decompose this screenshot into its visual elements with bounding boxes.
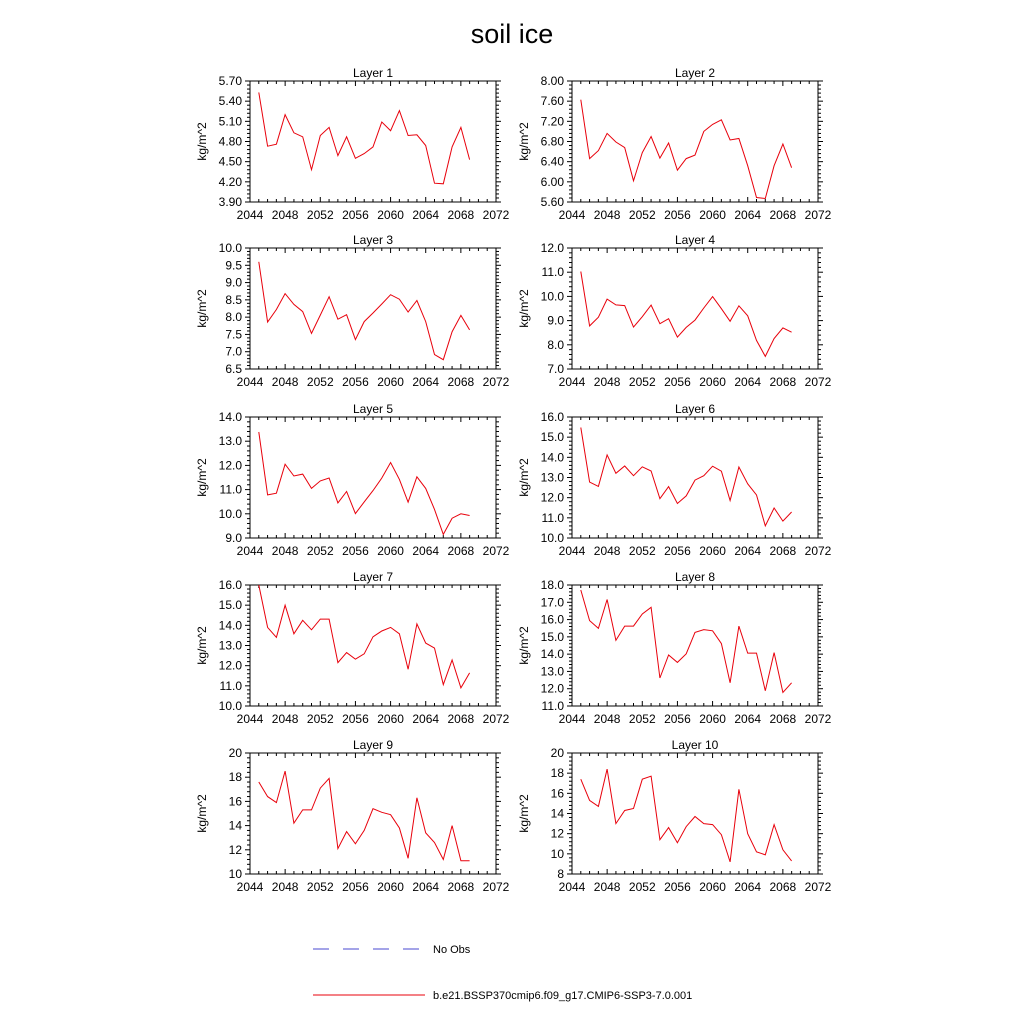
x-tick-label: 2052 [628,712,656,726]
panel-title: Layer 10 [671,738,719,752]
x-tick-label: 2056 [664,375,691,389]
panel-title: Layer 3 [352,233,394,247]
x-tick-label: 2048 [271,208,299,222]
plot-frame [250,585,496,706]
y-tick-label: 14 [550,806,564,821]
plot-frame [572,248,818,369]
x-tick-label: 2052 [628,880,656,894]
x-tick-label: 2052 [628,375,656,389]
x-tick-label: 2072 [482,208,510,222]
panel-title: Layer 9 [352,738,394,752]
y-tick-label: 5.10 [218,114,242,129]
x-tick-label: 2064 [734,880,762,894]
x-tick-label: 2064 [734,208,762,222]
series-line [581,769,792,862]
y-axis-label: kg/m^2 [195,794,209,833]
y-tick-label: 10.0 [540,531,564,545]
x-tick-label: 2048 [271,712,299,726]
plot-frame [250,753,496,874]
x-tick-label: 2068 [769,375,797,389]
y-tick-label: 20 [550,746,564,760]
x-tick-label: 2072 [482,880,510,894]
plot-frame [250,417,496,538]
x-tick-label: 2048 [593,544,621,558]
y-tick-label: 17.0 [540,595,564,610]
y-tick-label: 5.40 [218,94,242,109]
x-tick-label: 2056 [342,208,369,222]
panel-title: Layer 2 [674,66,716,80]
x-tick-label: 2064 [734,712,762,726]
x-tick-label: 2044 [558,880,586,894]
panel-title: Layer 4 [674,233,716,247]
x-tick-label: 2056 [342,880,369,894]
x-tick-label: 2048 [271,880,299,894]
y-axis-label: kg/m^2 [195,289,209,328]
y-tick-label: 4.50 [218,154,242,169]
x-tick-label: 2064 [412,880,440,894]
x-tick-label: 2072 [482,375,510,389]
panel-layer-8 [517,570,832,726]
panel-layer-10 [517,738,832,894]
x-tick-label: 2048 [593,880,621,894]
series-line [259,432,470,534]
y-tick-label: 4.20 [218,174,242,189]
x-tick-label: 2064 [734,544,762,558]
x-tick-label: 2060 [377,712,404,726]
y-axis-label: kg/m^2 [517,626,531,665]
y-tick-label: 7.5 [225,327,242,342]
y-axis-label: kg/m^2 [517,458,531,497]
y-tick-label: 7.0 [547,362,564,376]
x-tick-label: 2068 [447,880,475,894]
x-tick-label: 2072 [482,544,510,558]
panel-layer-5 [195,402,510,558]
series-line [259,771,470,861]
x-tick-label: 2048 [593,208,621,222]
y-tick-label: 9.0 [225,275,242,290]
y-tick-label: 10.0 [218,506,242,521]
x-tick-label: 2060 [699,712,726,726]
y-tick-label: 14 [228,818,242,833]
y-tick-label: 11.0 [219,678,242,693]
y-tick-label: 12.0 [540,490,564,505]
y-axis-label: kg/m^2 [517,794,531,833]
series-line [581,100,792,199]
x-tick-label: 2068 [769,544,797,558]
y-tick-label: 4.80 [218,134,242,149]
x-tick-label: 2044 [236,375,264,389]
x-tick-label: 2068 [447,712,475,726]
panel-title: Layer 6 [674,402,716,416]
x-tick-label: 2052 [306,712,334,726]
y-tick-label: 8.00 [540,74,564,88]
y-tick-label: 10.0 [540,289,564,304]
y-tick-label: 9.5 [225,258,242,273]
x-tick-label: 2052 [628,208,656,222]
plot-frame [572,753,818,874]
y-tick-label: 5.70 [218,74,242,88]
y-tick-label: 10 [228,867,242,881]
plot-frame [250,81,496,202]
y-tick-label: 12.0 [540,241,564,255]
x-tick-label: 2064 [412,544,440,558]
series-line [581,590,792,693]
x-tick-label: 2048 [271,375,299,389]
y-tick-label: 18 [228,770,242,785]
x-tick-label: 2068 [769,712,797,726]
y-tick-label: 16.0 [218,578,242,592]
series-line [581,428,792,526]
x-tick-label: 2056 [664,544,691,558]
y-tick-label: 12 [228,842,242,857]
plot-frame [250,248,496,369]
y-tick-label: 3.90 [218,195,242,209]
x-tick-label: 2044 [236,880,264,894]
plot-frame [572,417,818,538]
panel-layer-9 [195,738,510,894]
y-tick-label: 11.0 [541,699,564,713]
panel-layer-4 [517,233,832,389]
x-tick-label: 2060 [377,375,404,389]
x-tick-label: 2044 [558,712,586,726]
y-tick-label: 20 [228,746,242,760]
panel-layer-2 [517,66,832,222]
x-tick-label: 2048 [271,544,299,558]
x-tick-label: 2052 [306,880,334,894]
y-tick-label: 14.0 [218,618,242,633]
legend-no-obs-label: No Obs [433,944,471,956]
y-tick-label: 10.0 [218,241,242,255]
y-tick-label: 18 [550,766,564,781]
y-tick-label: 6.40 [540,154,564,169]
panel-title: Layer 1 [352,66,394,80]
x-tick-label: 2068 [769,880,797,894]
x-tick-label: 2064 [734,375,762,389]
series-line [259,585,470,688]
figure-title: soil ice [470,19,554,49]
x-tick-label: 2072 [804,880,832,894]
y-tick-label: 6.00 [540,174,564,189]
x-tick-label: 2052 [306,544,334,558]
y-tick-label: 5.60 [540,195,564,209]
series-line [581,272,792,357]
y-tick-label: 14.0 [540,450,564,465]
y-tick-label: 8.5 [225,292,242,307]
x-tick-label: 2072 [804,544,832,558]
x-tick-label: 2044 [558,375,586,389]
y-tick-label: 9.0 [547,313,564,328]
y-tick-label: 13.0 [540,470,564,485]
y-axis-label: kg/m^2 [195,626,209,665]
x-tick-label: 2068 [447,544,475,558]
x-tick-label: 2044 [558,208,586,222]
y-axis-label: kg/m^2 [517,122,531,161]
y-tick-label: 12.0 [218,658,242,673]
x-tick-label: 2056 [664,208,691,222]
y-tick-label: 10 [550,846,564,861]
x-tick-label: 2044 [558,544,586,558]
x-tick-label: 2072 [482,712,510,726]
y-tick-label: 14.0 [540,647,564,662]
y-tick-label: 9.0 [225,531,242,545]
y-tick-label: 6.5 [225,362,242,376]
y-tick-label: 15.0 [540,629,564,644]
x-tick-label: 2052 [306,208,334,222]
y-axis-label: kg/m^2 [195,122,209,161]
y-tick-label: 13.0 [218,434,242,449]
x-tick-label: 2064 [412,375,440,389]
y-tick-label: 16 [550,786,564,801]
y-tick-label: 15.0 [218,598,242,613]
x-tick-label: 2044 [236,208,264,222]
x-tick-label: 2072 [804,712,832,726]
y-tick-label: 13.0 [218,638,242,653]
x-tick-label: 2056 [664,712,691,726]
plot-frame [572,585,818,706]
panel-title: Layer 8 [674,570,716,584]
x-tick-label: 2056 [342,712,369,726]
y-tick-label: 8.0 [225,310,242,325]
y-tick-label: 11.0 [541,265,564,280]
y-axis-label: kg/m^2 [195,458,209,497]
x-tick-label: 2056 [342,544,369,558]
x-tick-label: 2048 [593,375,621,389]
y-tick-label: 13.0 [540,664,564,679]
legend [313,944,692,1002]
legend-run-label: b.e21.BSSP370cmip6.f09_g17.CMIP6-SSP3-7.0.001 [433,990,693,1002]
x-tick-label: 2056 [342,375,369,389]
x-tick-label: 2068 [447,375,475,389]
panel-title: Layer 7 [352,570,394,584]
x-tick-label: 2060 [699,208,726,222]
y-tick-label: 7.20 [540,114,564,129]
x-tick-label: 2048 [593,712,621,726]
plot-frame [572,81,818,202]
y-tick-label: 8.0 [547,337,564,352]
y-tick-label: 12.0 [540,681,564,696]
x-tick-label: 2068 [447,208,475,222]
series-line [259,262,470,360]
x-tick-label: 2060 [377,544,404,558]
y-tick-label: 15.0 [540,430,564,445]
panel-layer-6 [517,402,832,558]
y-tick-label: 7.0 [225,344,242,359]
x-tick-label: 2060 [377,208,404,222]
x-tick-label: 2044 [236,544,264,558]
panel-title: Layer 5 [352,402,394,416]
y-tick-label: 16.0 [540,410,564,424]
x-tick-label: 2060 [699,880,726,894]
y-tick-label: 16.0 [540,612,564,627]
x-tick-label: 2052 [628,544,656,558]
x-tick-label: 2064 [412,712,440,726]
y-tick-label: 11.0 [219,482,242,497]
y-axis-label: kg/m^2 [517,289,531,328]
x-tick-label: 2044 [236,712,264,726]
x-tick-label: 2068 [769,208,797,222]
y-tick-label: 16 [228,794,242,809]
panels [195,66,832,894]
y-tick-label: 14.0 [218,410,242,424]
x-tick-label: 2060 [699,375,726,389]
y-tick-label: 10.0 [218,699,242,713]
panel-layer-1 [195,66,510,222]
y-tick-label: 11.0 [541,510,564,525]
series-line [259,92,470,183]
y-tick-label: 18.0 [540,578,564,592]
y-tick-label: 12.0 [218,458,242,473]
x-tick-label: 2060 [377,880,404,894]
x-tick-label: 2072 [804,208,832,222]
y-tick-label: 6.80 [540,134,564,149]
x-tick-label: 2072 [804,375,832,389]
panel-layer-3 [195,233,510,389]
x-tick-label: 2064 [412,208,440,222]
panel-layer-7 [195,570,510,726]
x-tick-label: 2056 [664,880,691,894]
x-tick-label: 2052 [306,375,334,389]
y-tick-label: 12 [550,826,564,841]
x-tick-label: 2060 [699,544,726,558]
y-tick-label: 7.60 [540,94,564,109]
y-tick-label: 8 [557,867,564,881]
